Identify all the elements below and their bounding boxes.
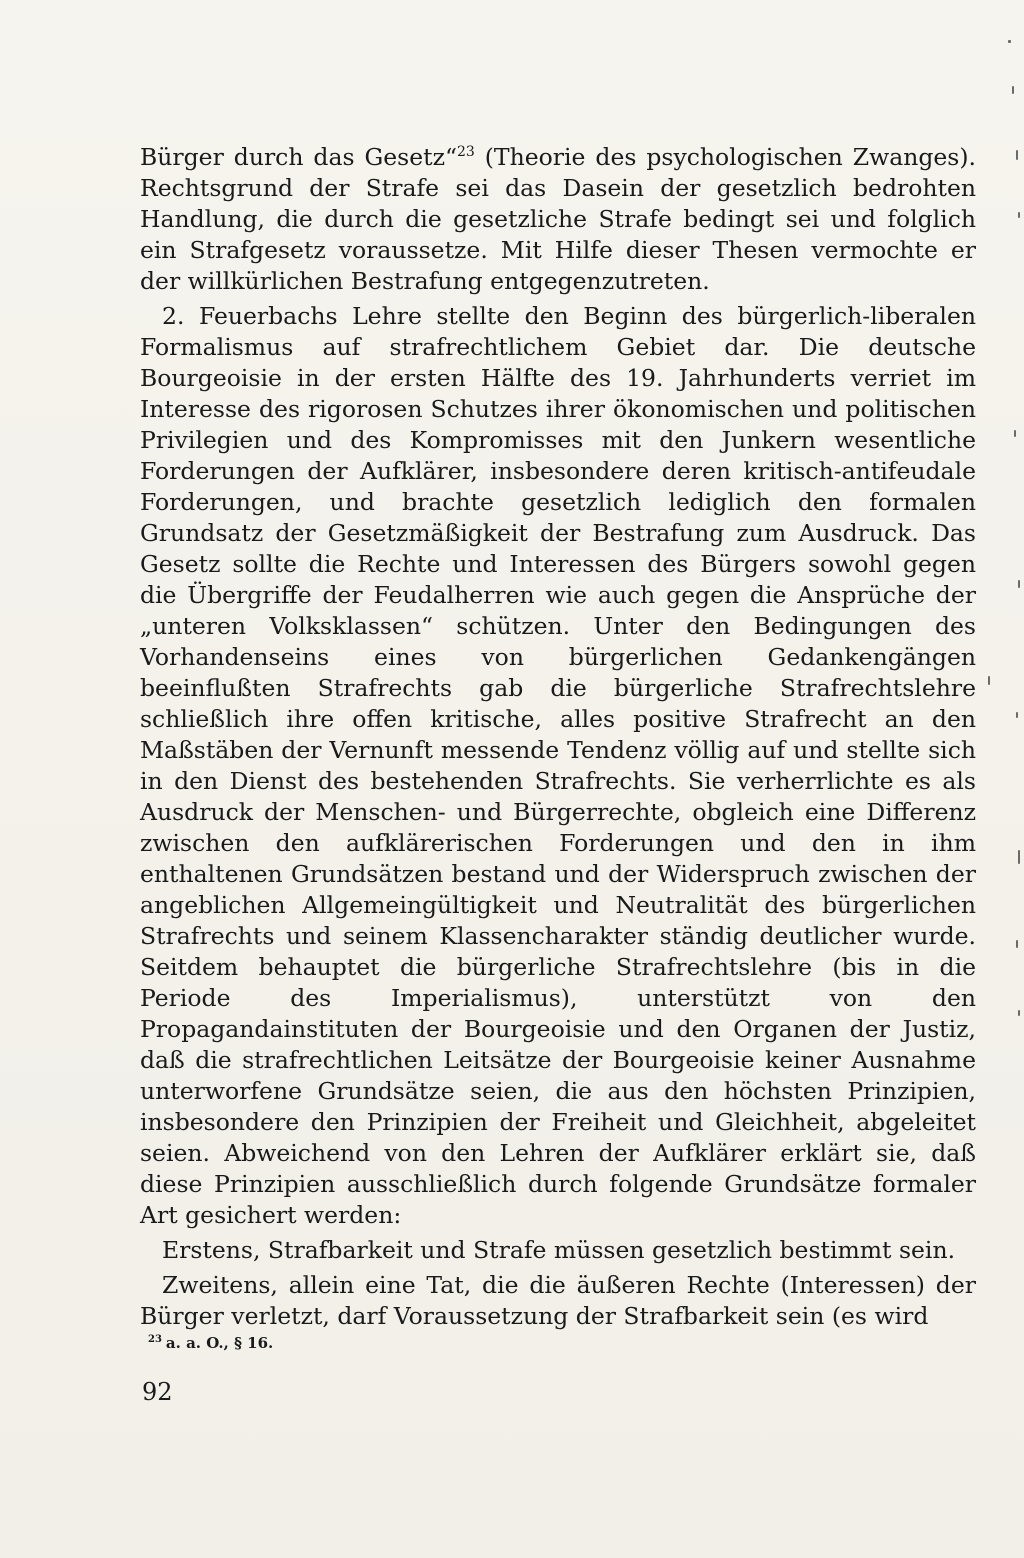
paragraph-text-end: (Theorie des psychologischen Zwanges). Rechtsgrund der Strafe sei das Dasein der gesetzlich bedrohten Handlung, die durch die gesetzliche Strafe bedingt sei und folglich ein Strafgesetz voraussetze. Mit Hilfe dieser Thesen vermochte er der willkürlichen Bestrafung entgegenzutreten. xyxy=(140,143,976,295)
scan-speck xyxy=(1018,212,1020,218)
paragraph: Zweitens, allein eine Tat, die die äußeren Rechte (Interessen) der Bürger verletzt, darf Voraussetzung der Strafbarkeit sein (es wird xyxy=(140,1271,976,1330)
scan-speck xyxy=(1018,580,1020,588)
scan-speck xyxy=(1016,150,1018,160)
footnote-number: 23 xyxy=(148,1334,162,1345)
scan-speck xyxy=(988,676,990,685)
scan-speck xyxy=(1018,1010,1020,1016)
footnote-text: a. a. O., § 16. xyxy=(165,1334,274,1352)
footnote-reference: 23 xyxy=(456,144,475,161)
paragraph-continued xyxy=(140,142,976,297)
scan-speck xyxy=(1016,712,1018,718)
paragraph: 2. Feuerbachs Lehre stellte den Beginn des bürgerlich-liberalen Formalismus auf strafrechtlichem Gebiet dar. Die deutsche Bourgeoisie in der ersten Hälfte des 19. Jahrhunderts verriet im Interesse des rigorosen Schutzes ihrer ökonomischen und politischen Privilegien und des Kompromisses mit den Junkern wesentliche Forderungen der Aufklärer, insbesondere deren kritisch-antifeudale Forderungen, und brachte gesetzlich lediglich den formalen Grundsatz der Gesetzmäßigkeit der Bestrafung zum Ausdruck. Das Gesetz sollte die Rechte und Interessen des Bürgers sowohl gegen die Übergriffe der Feudalherren wie auch gegen die Ansprüche der „unteren Volksklassen“ schützen. Unter den Bedingungen des Vorhandenseins eines von bürgerlichen Gedankengängen beeinflußten Strafrechts gab die bürgerliche Strafrechtslehre schließlich ihre offen kritische, alles positive Strafrecht an den Maßstäben der Vernunft messende Tendenz völlig auf und stellte sich in den Dienst des bestehenden Strafrechts. Sie verherrlichte es als Ausdruck der Menschen- und Bürgerrechte, obgleich eine Differenz zwischen den aufklärerischen Forderungen und den in ihm enthaltenen Grundsätzen bestand und der Widerspruch zwischen der angeblichen Allgemeingültigkeit und Neutralität des bürgerlichen Strafrechts und seinem Klassencharakter ständig deutlicher wurde. Seitdem behauptet die bürgerliche Strafrechtslehre (bis in die Periode des Imperialismus), unterstützt von den Propagandainstituten der Bourgeoisie und den Organen der Justiz, daß die strafrechtlichen Leitsätze der Bourgeoisie keiner Ausnahme unterworfene Grundsätze seien, die aus den höchsten Prinzipien, insbesondere den Prinzipien der Freiheit und Gleichheit, abgeleitet seien. Abweichend von den Lehren der Aufklärer erklärt sie, daß diese Prinzipien ausschließlich durch folgende Grundsätze formaler Art gesichert werden: xyxy=(140,302,976,1229)
paragraph: Erstens, Strafbarkeit und Strafe müssen gesetzlich bestimmt sein. xyxy=(162,1236,956,1264)
page-number: 92 xyxy=(142,1378,173,1406)
scan-speck xyxy=(1008,40,1011,43)
body-text xyxy=(140,142,976,1332)
scan-speck xyxy=(1014,430,1016,437)
footnote xyxy=(148,1334,273,1352)
paragraph-text-start: Bürger durch das Gesetz“ xyxy=(140,143,457,171)
scan-speck xyxy=(1016,940,1018,948)
scan-speck xyxy=(1018,850,1020,864)
scan-speck xyxy=(1012,86,1014,94)
